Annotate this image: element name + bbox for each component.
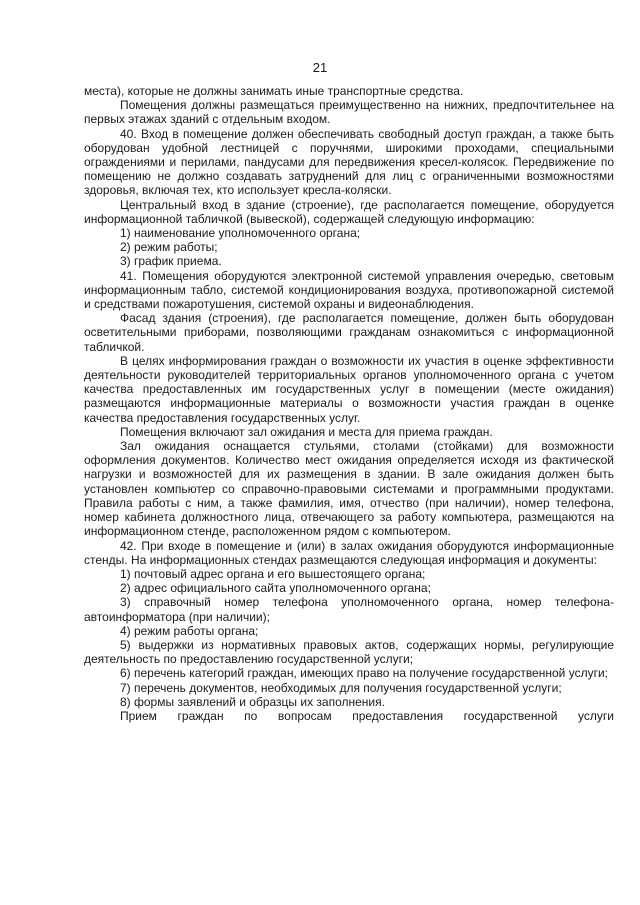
list-item: 2) адрес официального сайта уполномоченного органа; (120, 581, 431, 596)
paragraph: Прием граждан по вопросам предоставления государственной услуги (120, 708, 614, 723)
list-item: 6) перечень категорий граждан, имеющих право на получение государственной услуги; (120, 666, 608, 681)
page-number: 21 (312, 60, 328, 75)
paragraph-section-40: 40. Вход в помещение должен обеспечивать свободный доступ граждан, а также быть оборудован удобной лестницей с поручнями, широкими проходами, специальными ограждениями и перилами, пандусами для передвижения кресел-колясок. Передвижение по помещению не должно создавать затруднений для лиц с ограниченными возможностями здоровья, включая тех, кто использует кресла-коляски. (84, 126, 614, 198)
list-item: 3) график приема. (120, 254, 222, 269)
paragraph-section-41: 41. Помещения оборудуются электронной системой управления очередью, световым информационным табло, системой кондиционирования воздуха, противопожарной системой и средствами пожаротушения, системой охраны и видеонаблюдения. (84, 268, 614, 312)
list-item: 1) наименование уполномоченного органа; (120, 226, 361, 241)
paragraph: Зал ожидания оснащается стульями, столами (стойками) для возможности оформления документов. Количество мест ожидания определяется исходя из фактической нагрузки и возможностей для их размещения в здании. В зале ожидания должен быть установлен компьютер со справочно-правовыми системами и программными продуктами. Правила работы с ним, а также фамилия, имя, отчество (при наличии), номер телефона, номер кабинета должностного лица, отвечающего за работу компьютера, размещаются на информационном стенде, расположенном рядом с компьютером. (84, 439, 614, 539)
list-item: 8) формы заявлений и образцы их заполнения. (120, 694, 385, 709)
list-item: 5) выдержки из нормативных правовых актов, содержащих нормы, регулирующие деятельность по предоставлению государственной услуги; (84, 637, 614, 667)
list-item: 7) перечень документов, необходимых для получения государственной услуги; (120, 680, 562, 695)
paragraph: Центральный вход в здание (строение), где располагается помещение, оборудуется информационной табличкой (вывеской), содержащей следующую информацию: (84, 197, 614, 226)
list-item: 3) справочный номер телефона уполномоченного органа, номер телефона-автоинформатора (при наличии); (84, 595, 614, 624)
paragraph: В целях информирования граждан о возможности их участия в оценке эффективности деятельности руководителей территориальных органов уполномоченного органа с учетом качества предоставленных им государственных услуг в помещении (месте ожидания) размещаются информационные материалы о возможности участия граждан в оценке качества предоставления государственных услуг. (84, 353, 614, 425)
paragraph: Фасад здания (строения), где располагается помещение, должен быть оборудован осветительными приборами, позволяющими гражданам ознакомиться с информационной табличкой. (84, 311, 614, 354)
list-item: 2) режим работы; (120, 240, 218, 255)
list-item: 4) режим работы органа; (120, 623, 259, 638)
paragraph: Помещения включают зал ожидания и места для приема граждан. (120, 424, 493, 439)
paragraph: Помещения должны размещаться преимущественно на нижних, предпочтительнее на первых этажах зданий с отдельным входом. (84, 98, 614, 127)
paragraph: места), которые не должны занимать иные транспортные средства. (84, 84, 464, 98)
document-body (84, 84, 614, 723)
list-item: 1) почтовый адрес органа и его вышестоящего органа; (120, 566, 426, 581)
paragraph-section-42: 42. При входе в помещение и (или) в залах ожидания оборудуются информационные стенды. На информационных стендах размещаются следующая информация и документы: (84, 538, 614, 567)
